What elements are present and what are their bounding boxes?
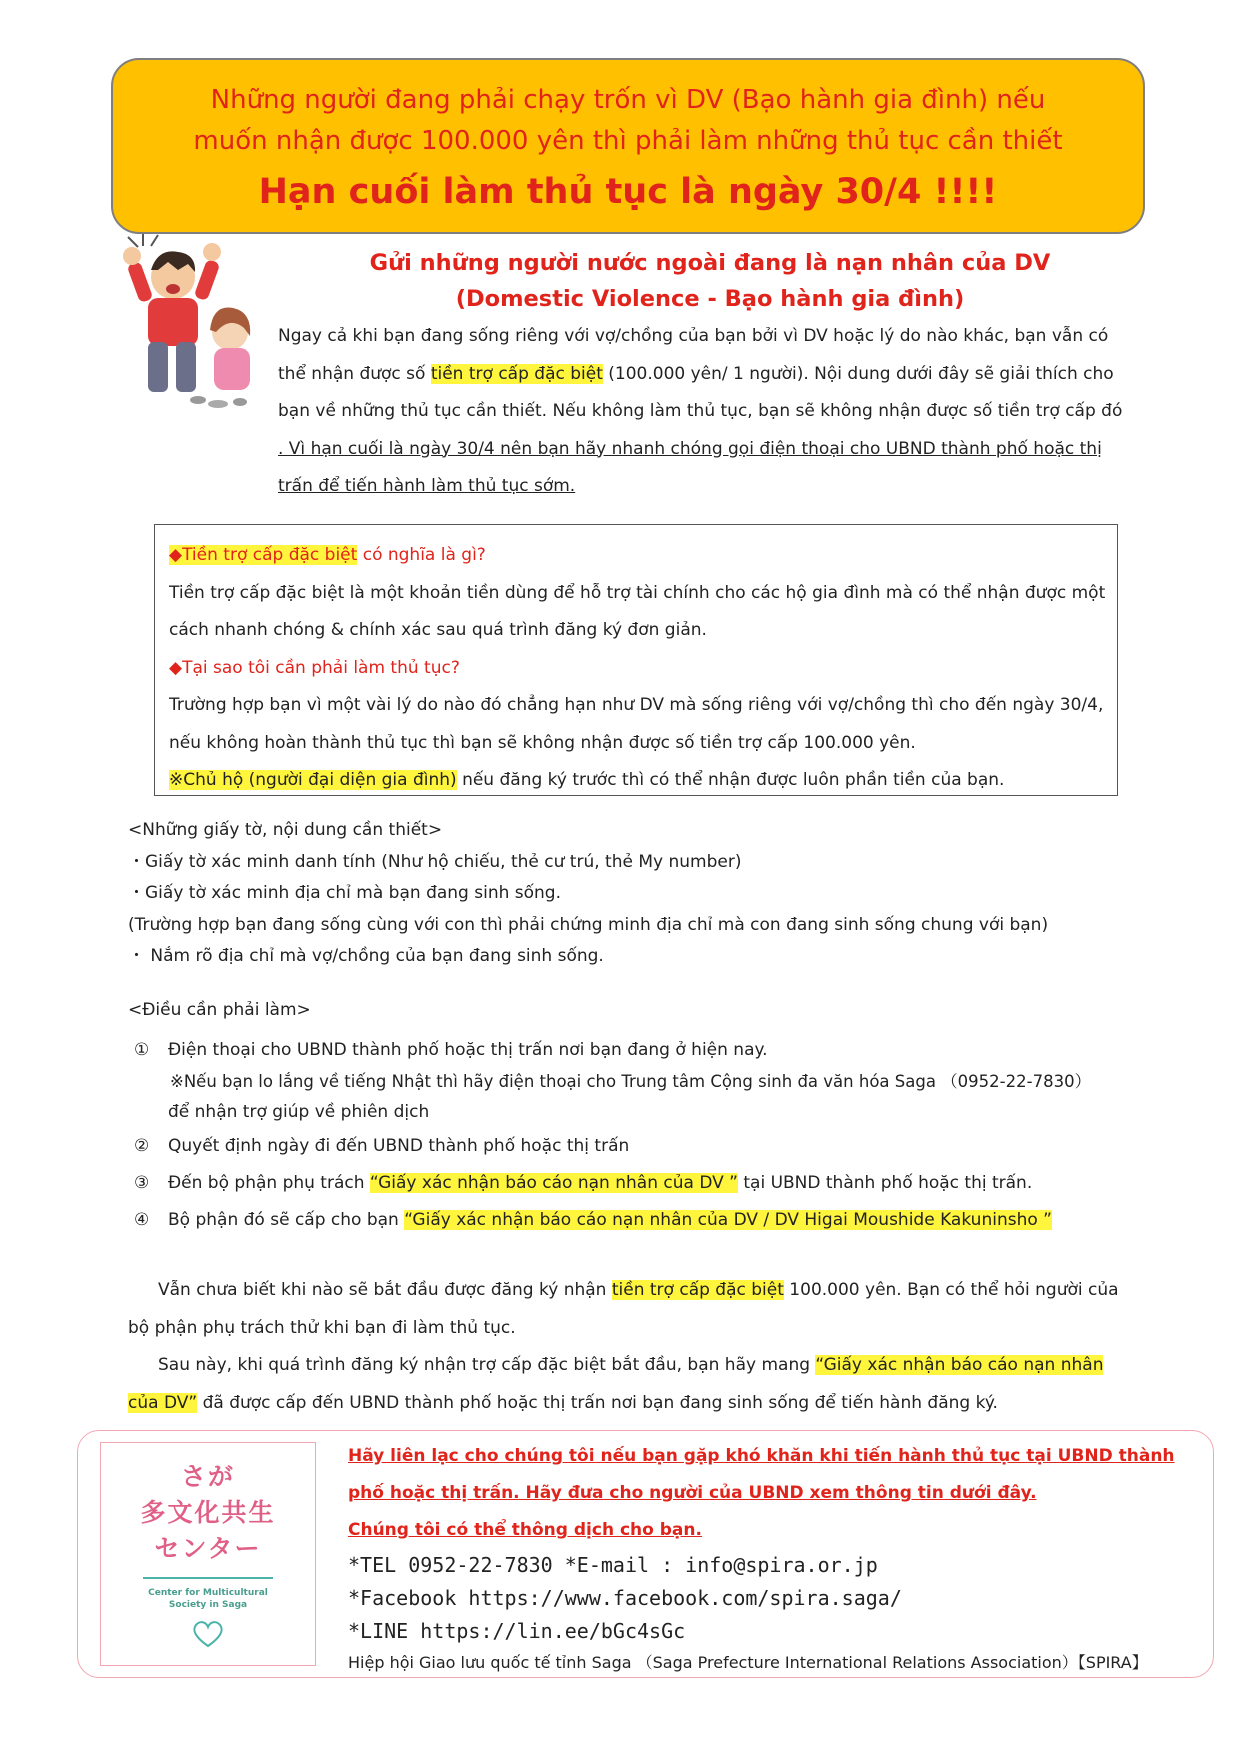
requirements-section: [128, 815, 1128, 973]
intro-text: Ngay cả khi bạn đang sống riêng với vợ/chồng của bạn bởi vì DV hoặc lý do nào khác, bạn vẫn có thể nhận được số tiền trợ cấp đặc biệt (100.000 yên/ 1 người). Nội dung dưới đây sẽ giải thích cho bạn về những thủ tục cần thiết. Nếu không làm thủ tục, bạn sẽ không nhận được số tiền trợ cấp đó . Vì hạn cuối là ngày 30/4 nên bạn hãy nhanh chóng gọi điện thoại cho UBND thành phố hoặc thị trấn để tiến hành làm thủ tục sớm.: [278, 326, 1123, 496]
page-title: [290, 245, 1130, 317]
intro-paragraph: [128, 318, 1132, 506]
step-2: ② Quyết định ngày đi đến UBND thành phố hoặc thị trấn: [134, 1136, 630, 1156]
head-of-household-note: ※Chủ hộ (người đại diện gia đình) nếu đăng ký trước thì có thể nhận được luôn phần tiền của bạn.: [169, 770, 1005, 790]
banner-deadline: Hạn cuối làm thủ tục là ngày 30/4 !!!!: [258, 172, 998, 212]
requirement-item: ・ Nắm rõ địa chỉ mà vợ/chồng của bạn đang sinh sống.: [128, 946, 604, 966]
intro-highlight: tiền trợ cấp đặc biệt: [430, 363, 603, 384]
contact-facebook-link[interactable]: *Facebook https://www.facebook.com/spira.saga/: [348, 1586, 902, 1610]
title-line-2: (Domestic Violence - Bạo hành gia đình): [455, 286, 965, 312]
requirement-item: (Trường hợp bạn đang sống cùng với con thì phải chứng minh địa chỉ mà con đang sinh sống chung với bạn): [128, 914, 1049, 935]
question-1: ◆Tiền trợ cấp đặc biệt có nghĩa là gì?: [169, 545, 486, 565]
contact-warning: Hãy liên lạc cho chúng tôi nếu bạn gặp khó khăn khi tiến hành thủ tục tại UBND thành phố hoặc thị trấn. Hãy đưa cho người của UBND xem thông tin dưới đây.: [348, 1446, 1175, 1503]
organization-name: Hiệp hội Giao lưu quốc tế tỉnh Saga （Saga Prefecture International Relations Association）【SPIRA】: [348, 1653, 1148, 1672]
closing-paragraph-2: Sau này, khi quá trình đăng ký nhận trợ cấp đặc biệt bắt đầu, bạn hãy mang “Giấy xác nhận báo cáo nạn nhân của DV” đã được cấp đến UBND thành phố hoặc thị trấn nơi bạn đang sinh sống để tiến hành đăng ký.: [128, 1355, 1104, 1413]
intro-underlined: . Vì hạn cuối là ngày 30/4 nên bạn hãy nhanh chóng gọi điện thoại cho UBND thành phố hoặc thị trấn để tiến hành làm thủ tục sớm.: [278, 438, 1102, 496]
todo-heading: <Điều cần phải làm>: [128, 1000, 311, 1020]
step-4: ④ Bộ phận đó sẽ cấp cho bạn “Giấy xác nhận báo cáo nạn nhân của DV / DV Higai Moushide Kakuninsho ”: [134, 1210, 1052, 1230]
answer-2: Trường hợp bạn vì một vài lý do nào đó chẳng hạn như DV mà sống riêng với vợ/chồng thì cho đến ngày 30/4, nếu không hoàn thành thủ tục thì bạn sẽ không nhận được số tiền trợ cấp 100.000 yên.: [169, 695, 1104, 753]
banner-line-1: Những người đang phải chạy trốn vì DV (Bạo hành gia đình) nếu: [210, 85, 1046, 115]
step-3-highlight: “Giấy xác nhận báo cáo nạn nhân của DV ”: [369, 1173, 738, 1193]
logo-english: Center for Multicultural Society in Saga: [148, 1588, 268, 1610]
title-line-1: Gửi những người nước ngoài đang là nạn nhân của DV: [369, 250, 1051, 276]
todo-steps: [128, 1035, 1128, 1238]
answer-1: Tiền trợ cấp đặc biệt là một khoản tiền dùng để hỗ trợ tài chính cho các hộ gia đình mà có thể nhận được một cách nhanh chóng & chính xác sau quá trình đăng ký đơn giản.: [169, 582, 1106, 640]
step-1: ① Điện thoại cho UBND thành phố hoặc thị trấn nơi bạn đang ở hiện nay. ※Nếu bạn lo lắng về tiếng Nhật thì hãy điện thoại cho Trung tâm Cộng sinh đa văn hóa Saga （0952-22-7830） để nhận trợ giúp về phiên dịch: [134, 1040, 1092, 1122]
logo-japanese: さが 多文化共生 センター: [140, 1462, 276, 1563]
step-4-highlight: “Giấy xác nhận báo cáo nạn nhân của DV / DV Higai Moushide Kakuninsho ”: [404, 1210, 1052, 1230]
contact-line-link[interactable]: *LINE https://lin.ee/bGc4sGc: [348, 1619, 686, 1643]
contact-tel-email[interactable]: *TEL 0952-22-7830 *E-mail : info@spira.or.jp: [348, 1553, 878, 1577]
logo-divider: [143, 1577, 273, 1579]
requirement-item: ・Giấy tờ xác minh địa chỉ mà bạn đang sinh sống.: [128, 883, 562, 903]
requirement-item: ・Giấy tờ xác minh danh tính (Như hộ chiếu, thẻ cư trú, thẻ My number): [128, 851, 742, 872]
banner-line-2: muốn nhận được 100.000 yên thì phải làm những thủ tục cần thiết: [193, 126, 1063, 156]
requirements-heading: <Những giấy tờ, nội dung cần thiết>: [128, 820, 443, 840]
step-3: ③ Đến bộ phận phụ trách “Giấy xác nhận báo cáo nạn nhân của DV ” tại UBND thành phố hoặc thị trấn.: [134, 1173, 1033, 1193]
interpretation-note: Chúng tôi có thể thông dịch cho bạn.: [348, 1520, 702, 1540]
contact-info: [348, 1438, 1208, 1678]
closing-paragraph-1: Vẫn chưa biết khi nào sẽ bắt đầu được đăng ký nhận tiền trợ cấp đặc biệt 100.000 yên. Bạn có thể hỏi người của bộ phận phụ trách thử khi bạn đi làm thủ tục.: [128, 1280, 1119, 1338]
explanation-box: [154, 524, 1118, 796]
question-2: ◆Tại sao tôi cần phải làm thủ tục?: [169, 657, 460, 678]
saga-center-logo: [100, 1442, 316, 1666]
heart-icon: [191, 1619, 225, 1649]
closing-paragraphs: [128, 1272, 1132, 1422]
deadline-banner: [111, 58, 1145, 234]
